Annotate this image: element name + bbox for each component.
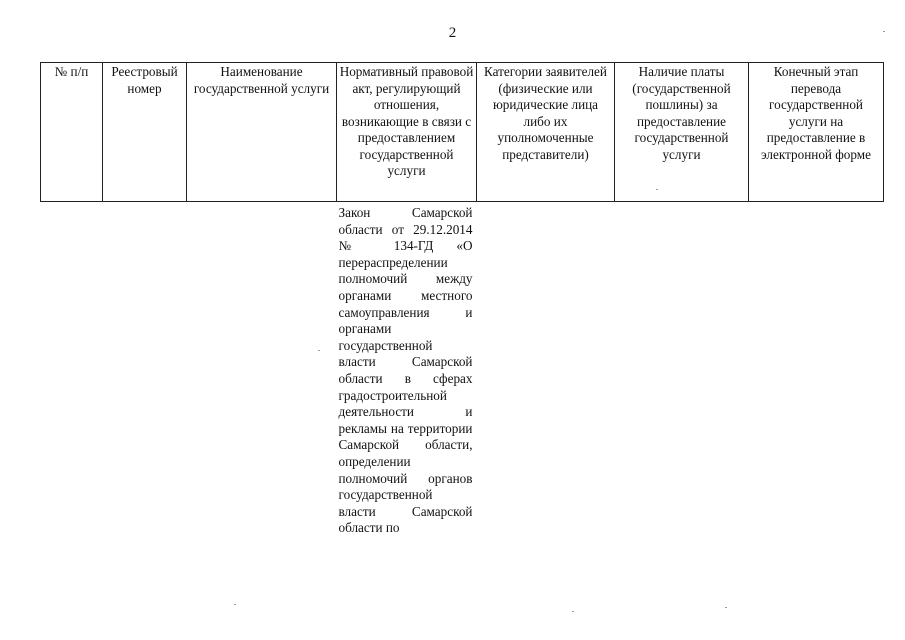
cell-legal-act — [337, 202, 477, 551]
column-header-applicant-categories: Категории заявителей (физические или юридические лица либо их уполномоченные представители) — [477, 63, 615, 202]
cell-applicant-categories — [477, 202, 615, 551]
scan-speck — [572, 611, 574, 612]
table-row — [41, 202, 884, 551]
cell-fee — [615, 202, 749, 551]
scan-speck — [656, 189, 658, 190]
column-header-final-stage: Конечный этап перевода государственной услуги на предоставление в электронной форме — [749, 63, 884, 202]
column-header-number: № п/п — [41, 63, 103, 202]
scan-speck — [725, 607, 727, 608]
cell-service-name — [187, 202, 337, 551]
page-number: 2 — [448, 25, 457, 41]
column-header-fee: Наличие платы (государственной пошлины) за предоставление государственной услуги — [615, 63, 749, 202]
scan-speck — [318, 350, 320, 351]
column-header-service-name: Наименование государственной услуги — [187, 63, 337, 202]
table-header-row — [41, 63, 884, 202]
column-header-registry-number: Реестровый номер — [103, 63, 187, 202]
cell-number — [41, 202, 103, 551]
services-table — [40, 62, 884, 550]
cell-final-stage — [749, 202, 884, 551]
scan-speck — [234, 604, 236, 605]
column-header-legal-act: Нормативный правовой акт, регулирующий отношения, возникающие в связи с предоставлением государственной услуги — [337, 63, 477, 202]
legal-act-text: Закон Самарской области от 29.12.2014 № 134-ГД «О перераспределении полномочий между органами местного самоуправления и органами государственной власти Самарской области в сферах градостроительной деятельности и рекламы на территории Самарской области, определении полномочий органов государственной власти Самарской области по — [338, 205, 473, 536]
scan-speck — [883, 31, 885, 32]
cell-registry-number — [103, 202, 187, 551]
